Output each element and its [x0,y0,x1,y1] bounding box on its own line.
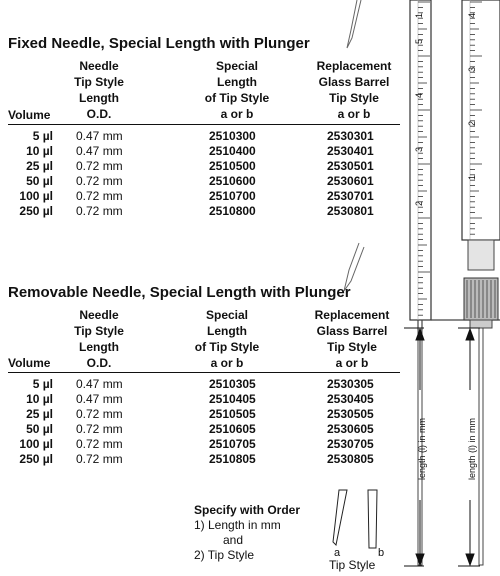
removable-header-replacement: Replacement Glass Barrel Tip Style a or b [314,308,390,370]
replacement-cell: 2530301 [327,129,374,143]
tip-style-label: Tip Style [329,558,376,572]
replacement-cell: 2530405 [327,392,374,406]
replacement-cell: 2530701 [327,189,374,203]
replacement-cell: 2530401 [327,144,374,158]
od-cell: 0.47 mm [76,144,123,158]
left-scale-label-4: 4 [414,92,424,98]
volume-cell: 250 µl [19,204,53,218]
specify-heading: Specify with Order [194,503,301,517]
tip-style-b-letter: b [378,547,385,559]
right-scale-label-3: 3 [467,66,477,72]
special-cell: 2510700 [209,189,256,203]
fixed-header-special: Special Length of Tip Style a or b [204,59,270,121]
right-scale-label-1: 1 [467,174,477,180]
volume-cell: 250 µl [19,452,53,466]
left-scale-label-3: 3 [414,146,424,152]
left-scale-label-1: 1 [414,12,424,18]
tip-style-a-icon [333,490,347,545]
replacement-cell: 2530605 [327,422,374,436]
right-length-label: length (l) in mm [467,417,477,480]
tip-style-b-icon [368,490,377,548]
fixed-header-needle: Needle Tip Style Length O.D. [74,59,124,121]
od-cell: 0.72 mm [76,174,123,188]
removable-header-special: Special Length of Tip Style a or b [194,308,260,370]
od-cell: 0.72 mm [76,204,123,218]
tip-style-a-letter: a [334,547,341,559]
specify-line-1: 1) Length in mm [194,518,281,532]
special-cell: 2510400 [209,144,256,158]
volume-cell: 100 µl [19,437,53,451]
od-cell: 0.72 mm [76,422,123,436]
replacement-cell: 2530801 [327,204,374,218]
special-cell: 2510705 [209,437,256,451]
od-cell: 0.72 mm [76,159,123,173]
specify-line-3: 2) Tip Style [194,548,255,562]
special-cell: 2510300 [209,129,256,143]
od-cell: 0.72 mm [76,407,123,421]
special-cell: 2510405 [209,392,256,406]
volume-cell: 50 µl [26,174,53,188]
special-cell: 2510505 [209,407,256,421]
right-scale-label-4: 4 [467,12,477,18]
special-cell: 2510605 [209,422,256,436]
special-cell: 2510805 [209,452,256,466]
replacement-cell: 2530805 [327,452,374,466]
special-cell: 2510305 [209,377,256,391]
removable-section-title: Removable Needle, Special Length with Plunger [8,284,351,301]
volume-cell: 10 µl [26,144,53,158]
left-scale-label-5: 5 [414,38,424,44]
volume-cell: 25 µl [26,407,53,421]
fixed-section-title: Fixed Needle, Special Length with Plunger [8,35,310,52]
fixed-header-volume: Volume [8,108,51,122]
replacement-cell: 2530505 [327,407,374,421]
volume-cell: 50 µl [26,422,53,436]
volume-cell: 5 µl [32,377,53,391]
removable-header-volume: Volume [8,356,51,370]
specify-line-2: and [223,533,244,547]
replacement-cell: 2530601 [327,174,374,188]
od-cell: 0.72 mm [76,437,123,451]
replacement-cell: 2530305 [327,377,374,391]
special-cell: 2510600 [209,174,256,188]
volume-cell: 5 µl [32,129,53,143]
left-length-label: length (l) in mm [417,417,427,480]
replacement-cell: 2530705 [327,437,374,451]
needle-tip-sketch-icon [347,0,361,48]
fixed-header-replacement: Replacement Glass Barrel Tip Style a or b [316,59,392,121]
od-cell: 0.47 mm [76,377,123,391]
special-cell: 2510800 [209,204,256,218]
od-cell: 0.72 mm [76,452,123,466]
volume-cell: 25 µl [26,159,53,173]
volume-cell: 10 µl [26,392,53,406]
special-cell: 2510500 [209,159,256,173]
od-cell: 0.72 mm [76,189,123,203]
needle-tip-sketch-icon [344,243,364,291]
od-cell: 0.47 mm [76,129,123,143]
left-scale-label-2: 2 [414,200,424,206]
replacement-cell: 2530501 [327,159,374,173]
removable-header-needle: Needle Tip Style Length O.D. [74,308,124,370]
right-scale-label-2: 2 [467,120,477,126]
volume-cell: 100 µl [19,189,53,203]
od-cell: 0.47 mm [76,392,123,406]
